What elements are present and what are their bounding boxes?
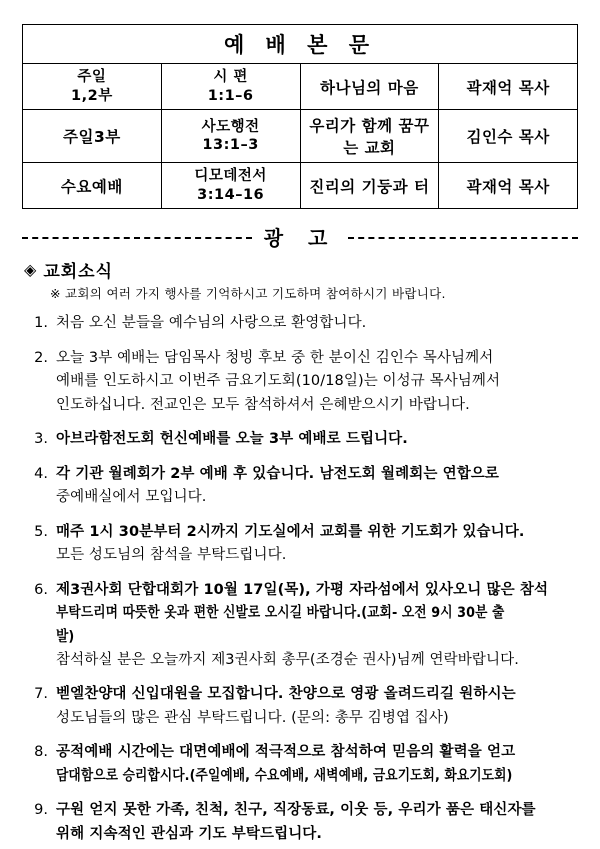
item-number: 5. bbox=[34, 523, 48, 540]
item-body: 구원 얻지 못한 가족, 친척, 친구, 직장동료, 이웃 등, 우리가 품은 태신자를 위해 지속적인 관심과 기도 부탁드립니다. bbox=[56, 802, 536, 842]
service-name: 수요예배 bbox=[23, 163, 162, 209]
sermon-title: 진리의 기둥과 터 bbox=[300, 163, 439, 209]
announcements-divider bbox=[22, 222, 578, 251]
list-item bbox=[22, 463, 578, 510]
table-row bbox=[23, 110, 578, 163]
item-number: 3. bbox=[34, 431, 48, 448]
table-row bbox=[23, 64, 578, 110]
list-item bbox=[22, 428, 578, 451]
list-item bbox=[22, 521, 578, 568]
item-body: 각 기관 월례회가 2부 예배 후 있습니다. 남전도회 월례회는 연합으로 중예배실에서 모입니다. bbox=[56, 465, 500, 506]
divider-line-left bbox=[22, 237, 252, 239]
item-body: 오늘 3부 예배는 담임목사 청빙 후보 중 한 분이신 김인수 목사님께서 예배를 인도하시고 이번주 금요기도회(10/18일)는 이성규 목사님께서 인도하십니다. 전교인은 모두 참석하셔서 은혜받으시기 바랍니다. bbox=[56, 349, 501, 413]
item-number: 6. bbox=[34, 581, 48, 598]
list-item bbox=[22, 683, 578, 730]
list-item bbox=[22, 312, 578, 335]
church-news-heading bbox=[24, 257, 578, 282]
table-row bbox=[23, 163, 578, 209]
item-number: 4. bbox=[34, 465, 48, 482]
item-number: 2. bbox=[34, 349, 48, 366]
item-body: 제3권사회 단합대회가 10월 17일(목), 가평 자라섬에서 있사오니 많은 참석 부탁드리며 따뜻한 옷과 편한 신발로 오시길 바랍니다.(교회- 오전 9시 30분 출발) 참석하실 분은 오늘까지 제3권사회 총무(조경순 권사)님께 연락바랍니다. bbox=[56, 581, 549, 668]
item-number: 9. bbox=[34, 802, 48, 819]
list-item bbox=[22, 741, 578, 788]
diamond-icon: ◈ bbox=[24, 259, 37, 279]
item-number: 1. bbox=[34, 315, 48, 332]
church-news-subnote: ※ 교회의 여러 가지 행사를 기억하시고 기도하며 참여하시기 바랍니다. bbox=[50, 286, 446, 302]
worship-title-row bbox=[23, 25, 578, 64]
divider-line-right bbox=[348, 237, 578, 239]
preacher-name: 곽재억 목사 bbox=[439, 64, 578, 110]
item-number: 8. bbox=[34, 744, 48, 761]
service-name: 주일3부 bbox=[23, 110, 162, 163]
preacher-name: 곽재억 목사 bbox=[439, 163, 578, 209]
item-body: 아브라함전도회 헌신예배를 오늘 3부 예배로 드립니다. bbox=[56, 431, 408, 448]
item-body: 처음 오신 분들을 예수님의 사랑으로 환영합니다. bbox=[56, 315, 367, 332]
service-name: 주일 1,2부 bbox=[23, 64, 162, 110]
item-body: 매주 1시 30분부터 2시까지 기도실에서 교회를 위한 기도회가 있습니다. 모든 성도님의 참석을 부탁드립니다. bbox=[56, 523, 525, 564]
preacher-name: 김인수 목사 bbox=[439, 110, 578, 163]
list-item bbox=[22, 347, 578, 417]
sermon-title: 우리가 함께 꿈꾸는 교회 bbox=[300, 110, 439, 163]
sermon-title: 하나님의 마음 bbox=[300, 64, 439, 110]
scripture-reference: 시 편 1:1–6 bbox=[161, 64, 300, 110]
list-item bbox=[22, 579, 578, 673]
scripture-reference: 디모데전서 3:14–16 bbox=[161, 163, 300, 209]
church-news-title: 교회소식 bbox=[43, 262, 114, 283]
scripture-reference: 사도행전 13:1–3 bbox=[161, 110, 300, 163]
announcements-divider-label: 광 고 bbox=[263, 226, 337, 251]
list-item bbox=[22, 799, 578, 846]
item-body: 공적예배 시간에는 대면예배에 적극적으로 참석하여 믿음의 활력을 얻고 담대함으로 승리합시다.(주일예배, 수요예배, 새벽예배, 금요기도회, 화요기도회) bbox=[56, 744, 516, 784]
item-number: 7. bbox=[34, 686, 48, 703]
item-body: 벧엘찬양대 신입대원을 모집합니다. 찬양으로 영광 올려드리길 원하시는 성도님들의 많은 관심 부탁드립니다. (문의: 총무 김병엽 집사) bbox=[56, 686, 516, 726]
worship-title: 예 배 본 문 bbox=[23, 25, 578, 64]
announcement-list bbox=[22, 312, 578, 846]
worship-schedule-table bbox=[22, 24, 578, 209]
